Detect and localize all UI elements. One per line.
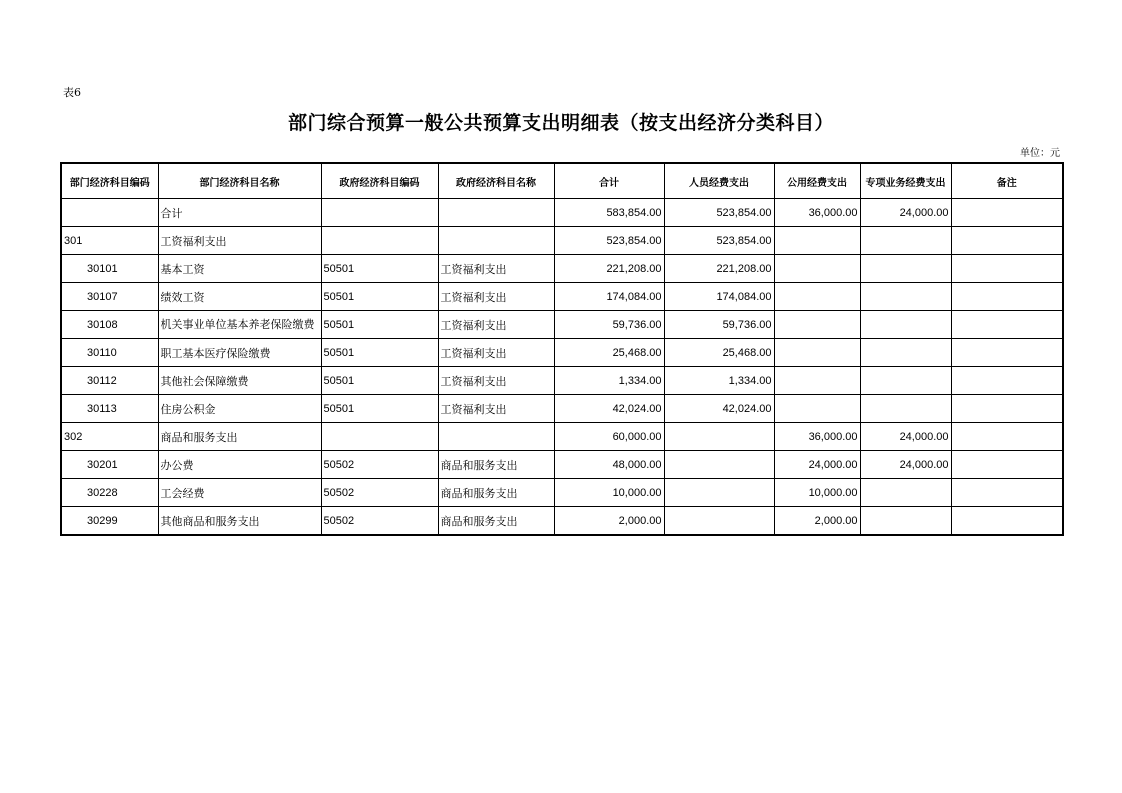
cell-public — [774, 339, 860, 367]
header-dept-name: 部门经济科目名称 — [158, 163, 321, 199]
table-row — [61, 311, 1063, 339]
header-public: 公用经费支出 — [774, 163, 860, 199]
cell-personnel — [664, 479, 774, 507]
cell-dept-code: 30101 — [61, 255, 158, 283]
cell-personnel: 221,208.00 — [664, 255, 774, 283]
cell-note — [951, 367, 1063, 395]
cell-personnel: 174,084.00 — [664, 283, 774, 311]
cell-dept-code — [61, 199, 158, 227]
cell-gov-code — [321, 227, 438, 255]
cell-special — [860, 311, 951, 339]
cell-public: 10,000.00 — [774, 479, 860, 507]
cell-gov-name: 工资福利支出 — [438, 283, 554, 311]
cell-public — [774, 395, 860, 423]
cell-dept-code: 30107 — [61, 283, 158, 311]
cell-note — [951, 199, 1063, 227]
cell-dept-name: 住房公积金 — [158, 395, 321, 423]
cell-personnel: 1,334.00 — [664, 367, 774, 395]
cell-gov-name: 商品和服务支出 — [438, 451, 554, 479]
page-title: 部门综合预算一般公共预算支出明细表（按支出经济分类科目） — [287, 112, 834, 134]
cell-gov-name: 工资福利支出 — [438, 339, 554, 367]
cell-total: 60,000.00 — [554, 423, 664, 451]
cell-dept-name: 其他商品和服务支出 — [158, 507, 321, 536]
cell-gov-name — [438, 227, 554, 255]
cell-personnel — [664, 451, 774, 479]
cell-gov-code: 50501 — [321, 255, 438, 283]
cell-special — [860, 227, 951, 255]
unit-label: 单位：元 — [1020, 148, 1060, 159]
cell-personnel: 42,024.00 — [664, 395, 774, 423]
cell-public: 36,000.00 — [774, 423, 860, 451]
cell-gov-code: 50501 — [321, 283, 438, 311]
cell-personnel: 523,854.00 — [664, 227, 774, 255]
cell-total: 583,854.00 — [554, 199, 664, 227]
cell-gov-code: 50501 — [321, 367, 438, 395]
cell-gov-name: 工资福利支出 — [438, 255, 554, 283]
header-row — [61, 163, 1063, 199]
cell-gov-name: 工资福利支出 — [438, 395, 554, 423]
cell-note — [951, 339, 1063, 367]
table-row — [61, 199, 1063, 227]
cell-special — [860, 339, 951, 367]
cell-total: 59,736.00 — [554, 311, 664, 339]
cell-gov-code: 50502 — [321, 479, 438, 507]
cell-dept-name: 合计 — [158, 199, 321, 227]
cell-note — [951, 227, 1063, 255]
cell-note — [951, 283, 1063, 311]
cell-gov-name: 工资福利支出 — [438, 311, 554, 339]
cell-gov-name: 商品和服务支出 — [438, 507, 554, 536]
cell-special — [860, 255, 951, 283]
cell-total: 25,468.00 — [554, 339, 664, 367]
cell-gov-name: 商品和服务支出 — [438, 479, 554, 507]
cell-gov-code: 50502 — [321, 507, 438, 536]
cell-public — [774, 255, 860, 283]
cell-gov-code: 50502 — [321, 451, 438, 479]
cell-public — [774, 283, 860, 311]
cell-public — [774, 367, 860, 395]
header-gov-name: 政府经济科目名称 — [438, 163, 554, 199]
table-number: 表6 — [63, 86, 81, 99]
cell-dept-code: 302 — [61, 423, 158, 451]
cell-dept-name: 工资福利支出 — [158, 227, 321, 255]
header-gov-code: 政府经济科目编码 — [321, 163, 438, 199]
table-row — [61, 367, 1063, 395]
cell-note — [951, 423, 1063, 451]
cell-gov-name — [438, 423, 554, 451]
table-row — [61, 255, 1063, 283]
cell-total: 42,024.00 — [554, 395, 664, 423]
cell-note — [951, 395, 1063, 423]
table-row — [61, 227, 1063, 255]
cell-note — [951, 255, 1063, 283]
cell-gov-code: 50501 — [321, 339, 438, 367]
cell-special — [860, 395, 951, 423]
cell-public: 24,000.00 — [774, 451, 860, 479]
table-row — [61, 479, 1063, 507]
table-row — [61, 283, 1063, 311]
cell-total: 221,208.00 — [554, 255, 664, 283]
cell-special — [860, 283, 951, 311]
cell-gov-code — [321, 199, 438, 227]
cell-personnel — [664, 423, 774, 451]
cell-dept-name: 工会经费 — [158, 479, 321, 507]
cell-dept-code: 30201 — [61, 451, 158, 479]
budget-table — [60, 162, 1064, 536]
cell-dept-code: 30113 — [61, 395, 158, 423]
cell-note — [951, 479, 1063, 507]
cell-dept-name: 机关事业单位基本养老保险缴费 — [158, 311, 321, 339]
cell-personnel — [664, 507, 774, 536]
cell-dept-name: 基本工资 — [158, 255, 321, 283]
cell-public — [774, 311, 860, 339]
cell-gov-name — [438, 199, 554, 227]
cell-total: 10,000.00 — [554, 479, 664, 507]
cell-note — [951, 451, 1063, 479]
cell-dept-code: 30108 — [61, 311, 158, 339]
cell-special: 24,000.00 — [860, 423, 951, 451]
header-special: 专项业务经费支出 — [860, 163, 951, 199]
table-row — [61, 395, 1063, 423]
cell-dept-code: 30110 — [61, 339, 158, 367]
cell-gov-code — [321, 423, 438, 451]
cell-special — [860, 507, 951, 536]
cell-public: 2,000.00 — [774, 507, 860, 536]
cell-personnel: 25,468.00 — [664, 339, 774, 367]
cell-dept-name: 其他社会保障缴费 — [158, 367, 321, 395]
cell-special: 24,000.00 — [860, 451, 951, 479]
cell-public: 36,000.00 — [774, 199, 860, 227]
cell-dept-code: 301 — [61, 227, 158, 255]
cell-dept-code: 30228 — [61, 479, 158, 507]
cell-gov-code: 50501 — [321, 395, 438, 423]
cell-dept-name: 绩效工资 — [158, 283, 321, 311]
table-row — [61, 451, 1063, 479]
cell-note — [951, 507, 1063, 536]
cell-dept-code: 30299 — [61, 507, 158, 536]
cell-dept-name: 办公费 — [158, 451, 321, 479]
cell-total: 174,084.00 — [554, 283, 664, 311]
cell-personnel: 59,736.00 — [664, 311, 774, 339]
table-row — [61, 339, 1063, 367]
cell-special — [860, 367, 951, 395]
cell-public — [774, 227, 860, 255]
cell-total: 48,000.00 — [554, 451, 664, 479]
table-row — [61, 423, 1063, 451]
cell-special — [860, 479, 951, 507]
header-total: 合计 — [554, 163, 664, 199]
cell-dept-name: 商品和服务支出 — [158, 423, 321, 451]
cell-gov-code: 50501 — [321, 311, 438, 339]
header-personnel: 人员经费支出 — [664, 163, 774, 199]
header-dept-code: 部门经济科目编码 — [61, 163, 158, 199]
cell-total: 1,334.00 — [554, 367, 664, 395]
cell-dept-name: 职工基本医疗保险缴费 — [158, 339, 321, 367]
cell-note — [951, 311, 1063, 339]
cell-personnel: 523,854.00 — [664, 199, 774, 227]
cell-total: 2,000.00 — [554, 507, 664, 536]
cell-dept-code: 30112 — [61, 367, 158, 395]
cell-gov-name: 工资福利支出 — [438, 367, 554, 395]
cell-total: 523,854.00 — [554, 227, 664, 255]
header-note: 备注 — [951, 163, 1063, 199]
table-row — [61, 507, 1063, 536]
cell-special: 24,000.00 — [860, 199, 951, 227]
